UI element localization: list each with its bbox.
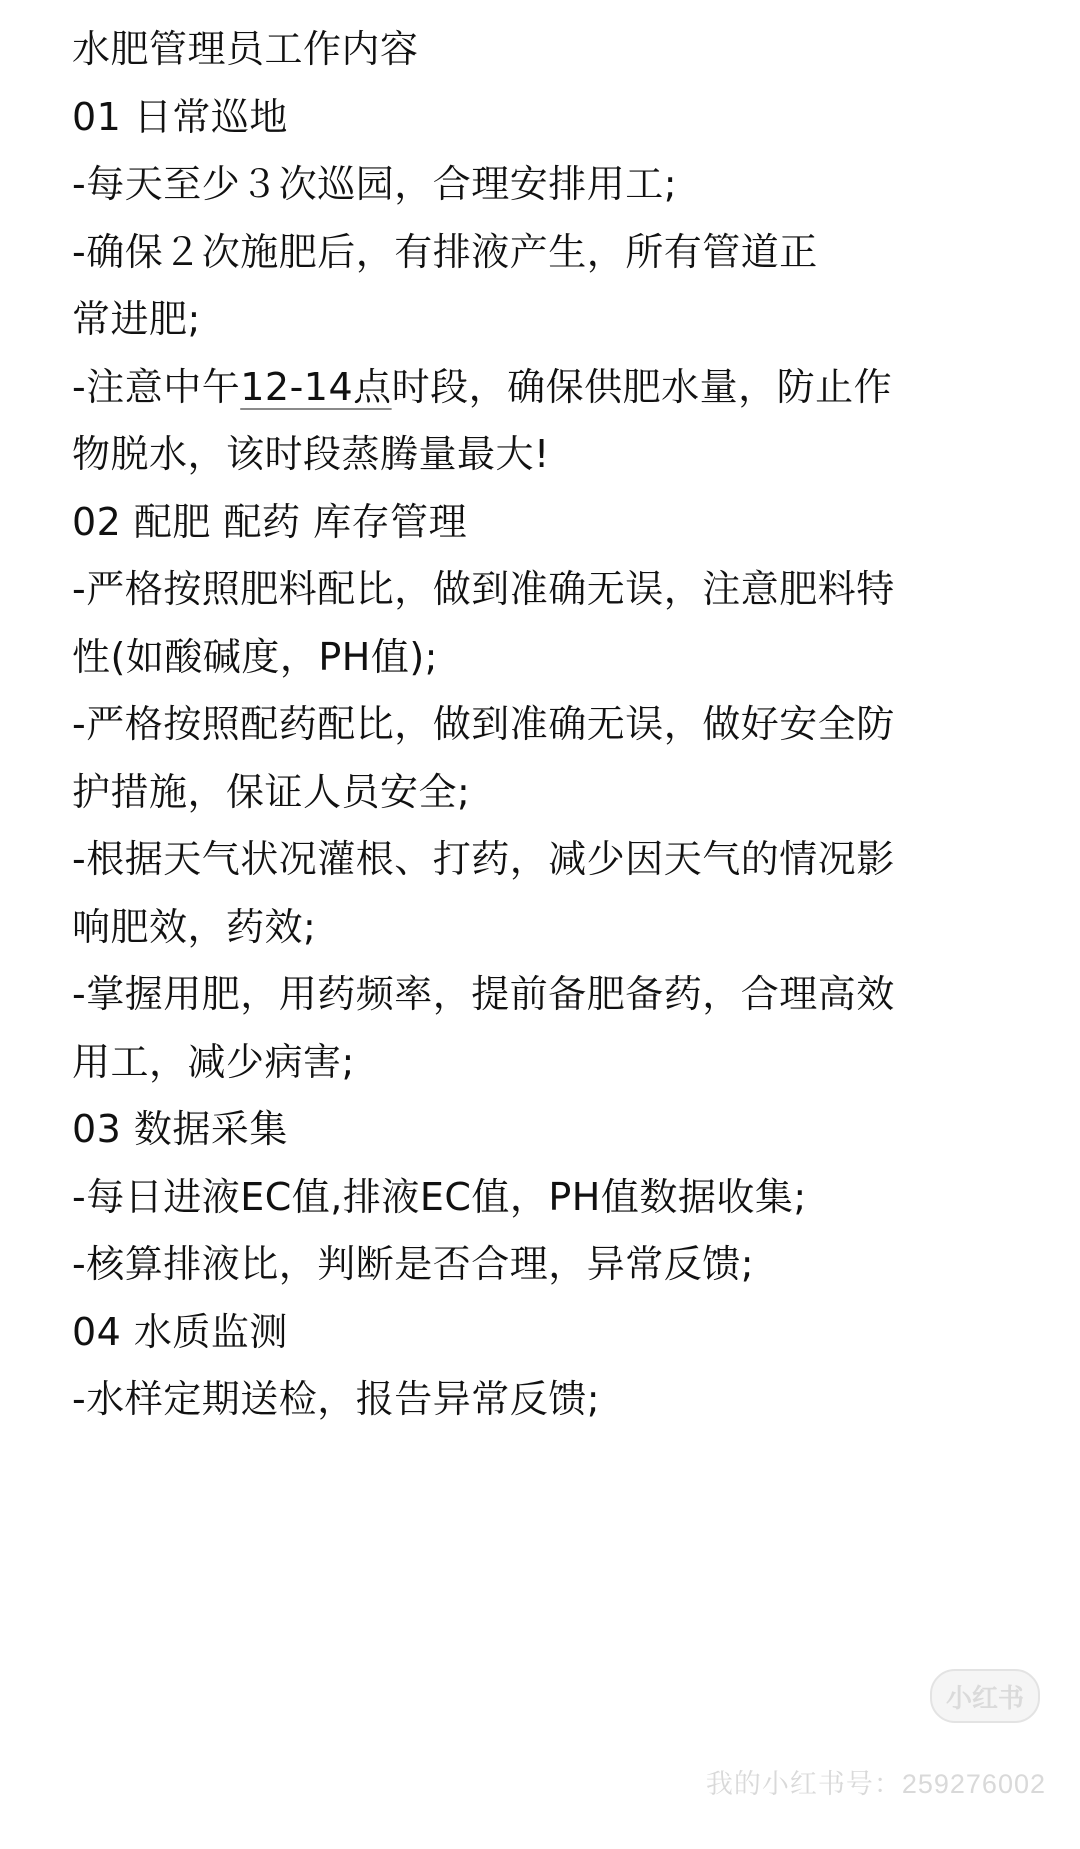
note-line-part: 时段，确保供肥水量，防止作 <box>391 364 893 409</box>
time-range-highlight: 12-14点 <box>240 364 392 409</box>
note-line <box>72 354 1012 422</box>
note-line: -严格按照配药配比，做到准确无误，做好安全防 <box>72 702 895 746</box>
note-line-part: -注意中午 <box>72 364 241 409</box>
note-body <box>72 16 1012 1434</box>
note-line: -根据天气状况灌根、打药，减少因天气的情况影 <box>72 837 895 881</box>
section-heading-03: 03 数据采集 <box>72 1107 288 1151</box>
note-line: 性(如酸碱度，PH值); <box>72 634 438 679</box>
note-line: 用工，减少病害; <box>72 1039 355 1084</box>
note-title: 水肥管理员工作内容 <box>72 27 419 71</box>
note-line: 常进肥; <box>72 297 201 341</box>
xiaohongshu-logo: 小红书 <box>930 1669 1040 1723</box>
note-line: -每日进液EC值,排液EC值，PH值数据收集; <box>72 1174 807 1219</box>
watermark-account-id: 我的小红书号：259276002 <box>705 1769 1046 1799</box>
note-line: -核算排液比，判断是否合理，异常反馈; <box>72 1242 755 1286</box>
note-line: -掌握用肥，用药频率，提前备肥备药，合理高效 <box>72 972 895 1016</box>
note-line: -确保２次施肥后，有排液产生，所有管道正 <box>72 229 818 274</box>
note-line: -每天至少３次巡园，合理安排用工; <box>72 162 678 206</box>
note-line: -严格按照肥料配比，做到准确无误，注意肥料特 <box>72 567 895 611</box>
section-heading-02: 02 配肥 配药 库存管理 <box>72 499 468 544</box>
section-heading-01: 01 日常巡地 <box>72 94 288 139</box>
note-line: 护措施，保证人员安全; <box>72 769 471 814</box>
note-line: 响肥效，药效; <box>72 904 317 949</box>
note-line: -水样定期送检，报告异常反馈; <box>72 1377 601 1421</box>
section-heading-04: 04 水质监测 <box>72 1309 288 1354</box>
xiaohongshu-watermark <box>666 1669 1046 1809</box>
note-line: 物脱水，该时段蒸腾量最大! <box>72 432 550 476</box>
